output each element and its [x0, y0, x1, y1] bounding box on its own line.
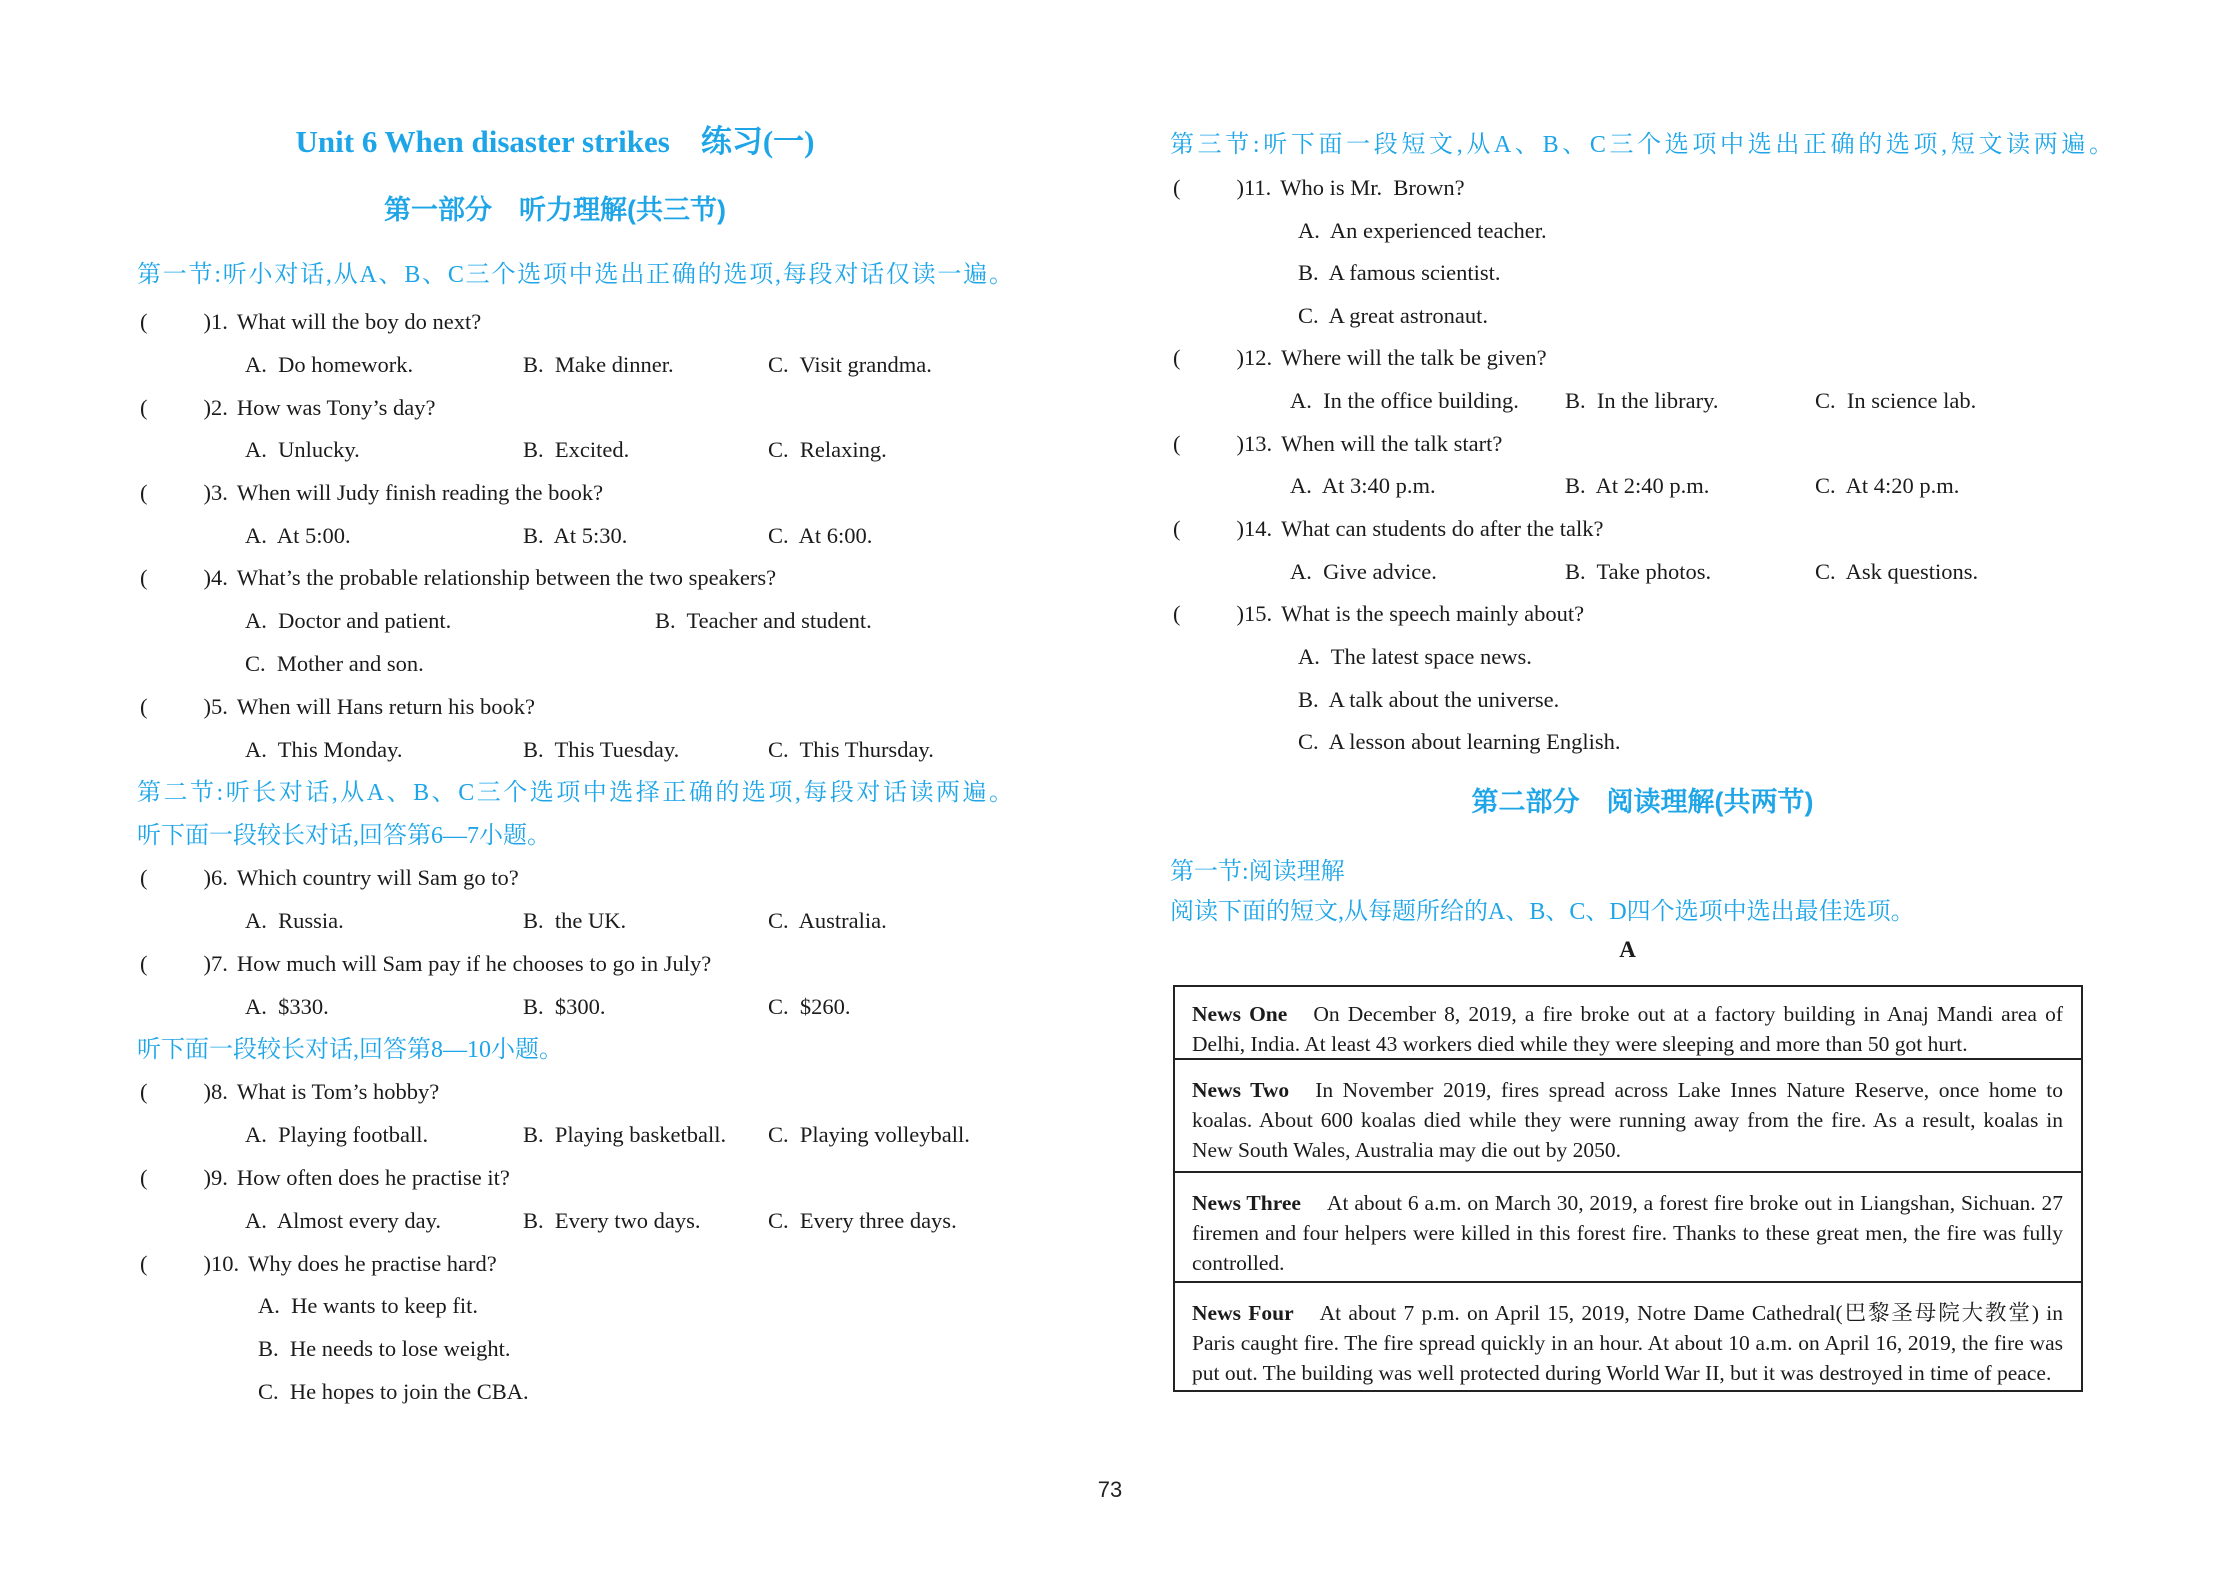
option-c: C. Australia. [768, 908, 887, 933]
question-number: )12. [1236, 345, 1273, 370]
option-b: B. Teacher and student. [655, 608, 872, 633]
option-a: A. $330. [245, 994, 329, 1019]
question-line-6 [140, 862, 519, 894]
option-b: B. Take photos. [1565, 559, 1712, 584]
option-a: A. The latest space news. [1298, 644, 1532, 669]
news-three-label: News Three [1192, 1191, 1301, 1215]
answer-blank[interactable]: ( [140, 951, 148, 976]
question-line-12 [1173, 342, 1547, 374]
question-stem: What will the boy do next? [236, 309, 482, 334]
answer-blank[interactable]: ( [140, 565, 148, 590]
question-line-5 [140, 691, 535, 723]
option-a: A. He wants to keep fit. [258, 1293, 478, 1318]
news-two-text: In November 2019, fires spread across Lake Innes Nature Reserve, once home to koalas. About 600 koalas died while they were running away from the fire. As a result, koalas in New South Wales, Australia may die out by 2050. [1192, 1078, 2063, 1162]
question-number: )5. [203, 694, 228, 719]
option-c: C. He hopes to join the CBA. [258, 1379, 529, 1404]
question-stem: Who is Mr. Brown? [1280, 175, 1465, 200]
option-c: C. Mother and son. [245, 651, 424, 676]
question-number: )11. [1236, 175, 1272, 200]
option-b: B. Make dinner. [523, 352, 674, 377]
passage-label: A [1619, 937, 1636, 962]
news-four-label: News Four [1192, 1301, 1294, 1325]
answer-blank[interactable]: ( [1173, 516, 1181, 541]
question-line-10 [140, 1248, 497, 1280]
option-c: C. Relaxing. [768, 437, 887, 462]
option-a: A. Give advice. [1290, 559, 1437, 584]
question-number: )14. [1236, 516, 1273, 541]
option-a: A. Unlucky. [245, 437, 360, 462]
options-row-2 [245, 434, 1165, 466]
page-title: Unit 6 When disaster strikes 练习(一) [295, 124, 815, 159]
option-b: B. Playing basketball. [523, 1122, 727, 1147]
question-line-3 [140, 477, 603, 509]
options-row-14 [1290, 556, 2120, 588]
options-row-1 [245, 349, 1165, 381]
option-b: B. This Tuesday. [523, 737, 680, 762]
question-line-8 [140, 1076, 439, 1108]
option-c: C. Ask questions. [1815, 559, 1979, 584]
section2-hint2: 听下面一段较长对话,回答第8—10小题。 [137, 1037, 563, 1063]
option-c: C. Every three days. [768, 1208, 957, 1233]
news-four-text: At about 7 p.m. on April 15, 2019, Notre Dame Cathedral(巴黎圣母院大教堂) in Paris caught fire. The fire spread quickly in an hour. At about 10 a.m. on April 16, 2019, the fire was put out. The building was well protected during World War II, but it was destroyed in time of peace. [1192, 1301, 2063, 1385]
question-number: )7. [203, 951, 228, 976]
section2-instruction: 第二节:听长对话,从A、B、C三个选项中选择正确的选项,每段对话读两遍。 [137, 780, 1013, 806]
question-number: )2. [203, 395, 228, 420]
question-line-9 [140, 1162, 510, 1194]
question-number: )9. [203, 1165, 228, 1190]
option-b: B. He needs to lose weight. [258, 1336, 511, 1361]
option-b: B. the UK. [523, 908, 627, 933]
question-number: )1. [203, 309, 228, 334]
question-number: )13. [1236, 431, 1273, 456]
part2-heading: 第二部分 阅读理解(共两节) [1471, 787, 1814, 817]
news-two-label: News Two [1192, 1078, 1290, 1102]
question-line-14 [1173, 513, 1604, 545]
news-three-text: At about 6 a.m. on March 30, 2019, a forest fire broke out in Liangshan, Sichuan. 27 firemen and four helpers were killed in this forest fire. Thanks to these great men, the fire was fully controlled. [1192, 1191, 2063, 1275]
question-stem: What’s the probable relationship between the two speakers? [236, 565, 777, 590]
option-c: C. At 6:00. [768, 523, 873, 548]
question-stem: When will the talk start? [1281, 431, 1503, 456]
answer-blank[interactable]: ( [140, 694, 148, 719]
question-stem: Why does he practise hard? [248, 1251, 497, 1276]
question-number: )8. [203, 1079, 228, 1104]
question-line-2 [140, 392, 436, 424]
question-line-7 [140, 948, 711, 980]
option-c: C. Visit grandma. [768, 352, 932, 377]
news-row-three [1175, 1173, 2081, 1283]
question-line-13 [1173, 428, 1502, 460]
options-row-9 [245, 1205, 1165, 1237]
option-a: A. This Monday. [245, 737, 403, 762]
option-a: A. Almost every day. [245, 1208, 442, 1233]
options-row-5 [245, 734, 1165, 766]
section1-instruction: 第一节:听小对话,从A、B、C三个选项中选出正确的选项,每段对话仅读一遍。 [137, 262, 1013, 288]
option-b: B. At 2:40 p.m. [1565, 473, 1710, 498]
option-a: A. Russia. [245, 908, 344, 933]
question-stem: When will Judy finish reading the book? [236, 480, 604, 505]
question-stem: How was Tony’s day? [236, 395, 436, 420]
question-stem: Which country will Sam go to? [236, 865, 519, 890]
question-number: )4. [203, 565, 228, 590]
answer-blank[interactable]: ( [140, 1251, 148, 1276]
option-a: A. Playing football. [245, 1122, 429, 1147]
option-b: B. A famous scientist. [1298, 260, 1501, 285]
question-number: )10. [203, 1251, 240, 1276]
news-table [1173, 985, 2083, 1392]
option-c: C. At 4:20 p.m. [1815, 473, 1960, 498]
option-b: B. A talk about the universe. [1298, 687, 1560, 712]
question-stem: Where will the talk be given? [1281, 345, 1547, 370]
answer-blank[interactable]: ( [140, 480, 148, 505]
option-b: B. Every two days. [523, 1208, 701, 1233]
options-row-12 [1290, 385, 2120, 417]
options-row-3 [245, 520, 1165, 552]
option-c: C. $260. [768, 994, 851, 1019]
options-row-7 [245, 991, 1165, 1023]
answer-blank[interactable]: ( [1173, 431, 1181, 456]
answer-blank[interactable]: ( [140, 1165, 148, 1190]
option-b: B. $300. [523, 994, 606, 1019]
question-number: )15. [1236, 601, 1273, 626]
option-b: B. Excited. [523, 437, 630, 462]
option-c: C. Playing volleyball. [768, 1122, 970, 1147]
option-c: C. A great astronaut. [1298, 303, 1488, 328]
answer-blank[interactable]: ( [140, 1079, 148, 1104]
question-stem: What is Tom’s hobby? [236, 1079, 440, 1104]
option-b: B. In the library. [1565, 388, 1719, 413]
section2-hint1: 听下面一段较长对话,回答第6—7小题。 [137, 823, 551, 849]
answer-blank[interactable]: ( [1173, 175, 1181, 200]
option-c: C. In science lab. [1815, 388, 1977, 413]
news-one-text: On December 8, 2019, a fire broke out at a factory building in Anaj Mandi area of Delhi, India. At least 43 workers died while they were sleeping and more than 50 got hurt. [1192, 1002, 2063, 1056]
news-one-label: News One [1192, 1002, 1288, 1026]
question-line-11 [1173, 172, 1465, 204]
question-line-15 [1173, 598, 1584, 630]
question-stem: What is the speech mainly about? [1281, 601, 1585, 626]
options-row-4ab [245, 605, 1165, 637]
options-row-13 [1290, 470, 2120, 502]
news-row-four [1175, 1283, 2081, 1390]
question-stem: When will Hans return his book? [236, 694, 535, 719]
options-row-4c [245, 648, 424, 680]
option-a: A. At 3:40 p.m. [1290, 473, 1436, 498]
option-a: A. At 5:00. [245, 523, 351, 548]
question-line-1 [140, 306, 481, 338]
answer-blank[interactable]: ( [140, 309, 148, 334]
reading-section-label: 第一节:阅读理解 [1170, 859, 1345, 885]
options-row-6 [245, 905, 1165, 937]
section3-instruction: 第三节:听下面一段短文,从A、B、C三个选项中选出正确的选项,短文读两遍。 [1170, 132, 2113, 158]
question-stem: How much will Sam pay if he chooses to go in July? [236, 951, 712, 976]
option-a: A. An experienced teacher. [1298, 218, 1547, 243]
question-stem: What can students do after the talk? [1281, 516, 1604, 541]
option-a: A. Doctor and patient. [245, 608, 452, 633]
option-c: C. A lesson about learning English. [1298, 729, 1621, 754]
option-a: A. In the office building. [1290, 388, 1519, 413]
question-number: )3. [203, 480, 228, 505]
reading-instruction: 阅读下面的短文,从每题所给的A、B、C、D四个选项中选出最佳选项。 [1170, 899, 1915, 925]
option-c: C. This Thursday. [768, 737, 934, 762]
question-number: )6. [203, 865, 228, 890]
answer-blank[interactable]: ( [140, 395, 148, 420]
answer-blank[interactable]: ( [140, 865, 148, 890]
option-b: B. At 5:30. [523, 523, 628, 548]
answer-blank[interactable]: ( [1173, 601, 1181, 626]
news-row-one [1175, 987, 2081, 1060]
option-a: A. Do homework. [245, 352, 414, 377]
question-stem: How often does he practise it? [236, 1165, 510, 1190]
question-line-4 [140, 562, 776, 594]
news-row-two [1175, 1060, 2081, 1173]
part1-heading: 第一部分 听力理解(共三节) [384, 195, 726, 225]
options-row-8 [245, 1119, 1165, 1151]
answer-blank[interactable]: ( [1173, 345, 1181, 370]
page-number: 73 [1097, 1477, 1123, 1502]
